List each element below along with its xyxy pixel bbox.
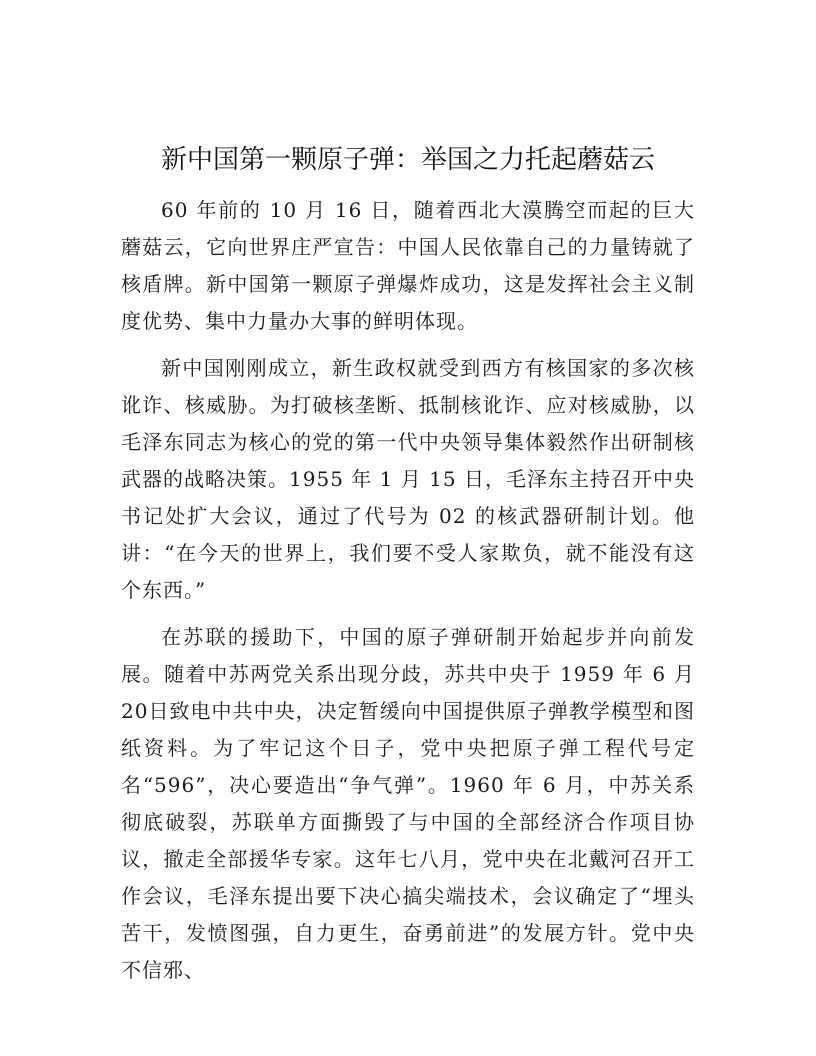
- paragraph: 在苏联的援助下，中国的原子弹研制开始起步并向前发展。随着中苏两党关系出现分歧，苏共中央于 1959 年 6 月 20日致电中共中央，决定暂缓向中国提供原子弹教学模型和图纸资料。为了牢记这个日子，党中央把原子弹工程代号定名“596”，决心要造出“争气弹”。1960 年 6 月，中苏关系彻底破裂，苏联单方面撕毁了与中国的全部经济合作项目协议，撤走全部援华专家。这年七八月，党中央在北戴河召开工作会议，毛泽东提出要下决心搞尖端技术，会议确定了“埋头苦干，发愤图强，自力更生，奋勇前进”的发展方针。党中央不信邪、: [121, 625, 695, 982]
- paragraph: 60 年前的 10 月 16 日，随着西北大漠腾空而起的巨大蘑菇云，它向世界庄严宣告：中国人民依靠自己的力量铸就了核盾牌。新中国第一颗原子弹爆炸成功，这是发挥社会主义制度优势、集中力量办大事的鲜明体现。: [121, 198, 695, 333]
- document-title: 新中国第一颗原子弹：举国之力托起蘑菇云: [160, 145, 655, 175]
- paragraph: 新中国刚刚成立，新生政权就受到西方有核国家的多次核讹诈、核威胁。为打破核垄断、抵制核讹诈、应对核威胁，以毛泽东同志为核心的党的第一代中央领导集体毅然作出研制核武器的战略决策。1955 年 1 月 15 日，毛泽东主持召开中央书记处扩大会议，通过了代号为 02 的核武器研制计划。他讲：“在今天的世界上，我们要不受人家欺负，就不能没有这个东西。”: [121, 356, 695, 602]
- document-body: [121, 192, 695, 999]
